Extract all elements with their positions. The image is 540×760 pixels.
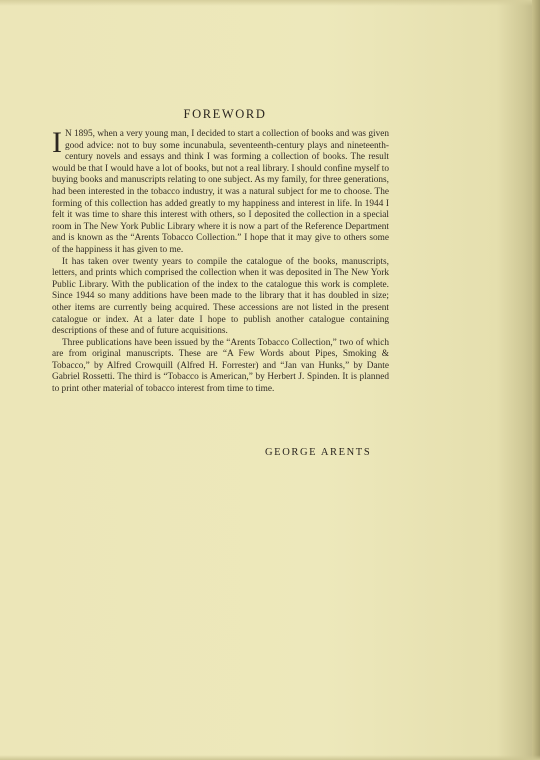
page-bottom-edge (0, 755, 540, 760)
signature: GEORGE ARENTS (265, 447, 372, 458)
page-title: FOREWORD (183, 107, 267, 121)
foreword-body (52, 126, 390, 396)
drop-cap: I (52, 126, 62, 159)
paragraph-1 (52, 126, 390, 257)
paragraph-3: Three publications have been issued by the “Arents Tobacco Collection,” two of which are from original manuscripts. These are “A Few Words about Pipes, Smoking & Tobacco,” by Alfred Crowquill (Alfred H. Forrester) and “Jan van Hunks,” by Dante Gabriel Rossetti. The third is “Tobacco is American,” by Herbert J. Spinden. It is planned to print other material of tobacco interest from time to time. (52, 337, 389, 395)
page-right-edge (532, 0, 540, 760)
paragraph-1-text: N 1895, when a very young man, I decided to start a collection of books and was given good advice: not to buy some incunabula, seventeenth-century plays and nineteenth-century novels and essays and think I was forming a collection of books. The result would be that I would have a lot of books, but not a real library. I should confine myself to buying books and manuscripts relating to one subject. As my family, for three generations, had been interested in the tobacco industry, it was a natural subject for me to choose. The forming of this collection has added greatly to my happiness and interest in life. In 1944 I felt it was time to share this interest with others, so I deposited the collection in a special room in The New York Public Library where it is now a part of the Reference Department and is known as the “Arents Tobacco Collection.” I hope that it may give to others some of the happiness it has given to me. (52, 129, 390, 255)
page-top-edge (0, 0, 540, 6)
paragraph-2: It has taken over twenty years to compile the catalogue of the books, manuscripts, letters, and prints which comprised the collection when it was deposited in The New York Public Library. With the publication of the index to the catalogue this work is complete. Since 1944 so many additions have been made to the library that it has doubled in size; other items are currently being acquired. These accessions are not listed in the present catalogue or index. At a later date I hope to publish another catalogue containing descriptions of these and of future acquisitions. (52, 256, 389, 337)
